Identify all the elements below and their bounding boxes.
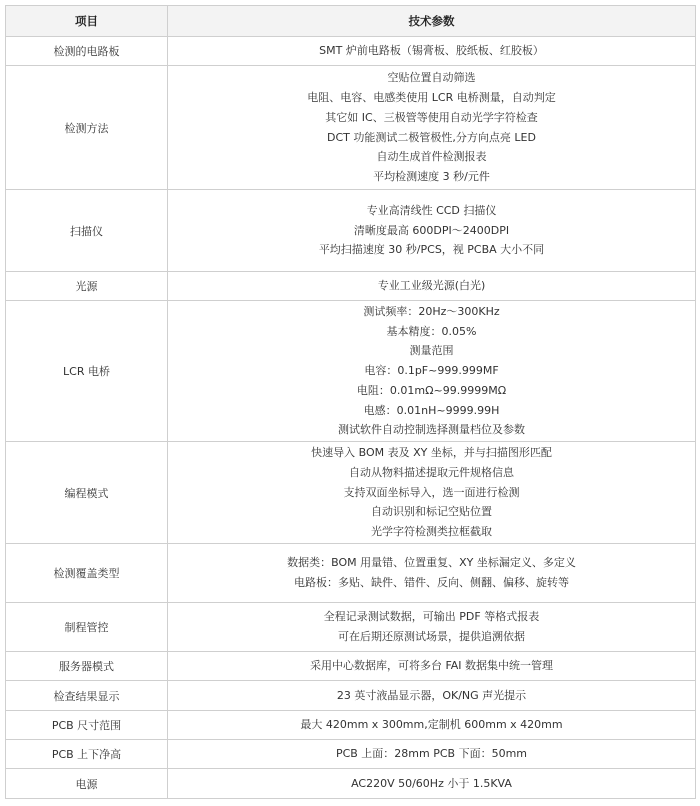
value-line: 数据类：BOM 用量错、位置重复、XY 坐标漏定义、多定义 bbox=[287, 556, 576, 570]
row-value bbox=[168, 711, 696, 740]
row-value bbox=[168, 190, 696, 272]
table-row bbox=[6, 37, 696, 66]
value-line: 电路板：多贴、缺件、错件、反向、侧翻、偏移、旋转等 bbox=[294, 576, 569, 589]
value-line: 23 英寸液晶显示器，OK/NG 声光提示 bbox=[336, 688, 527, 702]
header-row bbox=[6, 6, 696, 37]
value-line: 基本精度：0.05% bbox=[386, 324, 477, 338]
table-row bbox=[6, 740, 696, 769]
value-line: 专业工业级光源(白光) bbox=[377, 279, 486, 293]
value-line: 平均扫描速度 30 秒/PCS，视 PCBA 大小不同 bbox=[318, 243, 545, 257]
row-value bbox=[168, 66, 696, 190]
value-line: 电容：0.1pF~999.999MF bbox=[364, 364, 499, 378]
value-line: PCB 上面：28mm PCB 下面：50mm bbox=[335, 747, 528, 761]
value-line: 空贴位置自动筛选 bbox=[387, 71, 476, 85]
value-line: 自动生成首件检测报表 bbox=[376, 150, 487, 164]
row-label: 编程模式 bbox=[6, 442, 168, 544]
value-line: DCT 功能测试二极管极性,分方向点亮 LED bbox=[327, 130, 536, 144]
value-line: 自动从物料描述提取元件规格信息 bbox=[349, 465, 514, 479]
value-line: SMT 炉前电路板（锡膏板、胶纸板、红胶板） bbox=[319, 44, 544, 58]
value-line: 平均检测速度 3 秒/元件 bbox=[373, 169, 490, 183]
row-label: 电源 bbox=[6, 769, 168, 799]
table-row bbox=[6, 711, 696, 740]
value-line: 电阻：0.01mΩ~99.9999MΩ bbox=[356, 383, 507, 397]
row-value bbox=[168, 442, 696, 544]
table-row bbox=[6, 190, 696, 272]
table-row bbox=[6, 652, 696, 681]
row-label: 检测方法 bbox=[6, 66, 168, 190]
header-item: 项目 bbox=[6, 6, 168, 37]
table-row bbox=[6, 681, 696, 711]
value-line: 最大 420mm x 300mm,定制机 600mm x 420mm bbox=[300, 718, 563, 732]
table-row bbox=[6, 301, 696, 442]
row-value bbox=[168, 544, 696, 603]
row-value bbox=[168, 301, 696, 442]
row-value bbox=[168, 272, 696, 301]
table-row bbox=[6, 769, 696, 799]
value-line: 光学字符检测类拉框截取 bbox=[371, 525, 492, 539]
value-line: 支持双面坐标导入，选一面进行检测 bbox=[343, 485, 520, 499]
row-label: 检测的电路板 bbox=[6, 37, 168, 66]
row-value bbox=[168, 769, 696, 799]
table-row bbox=[6, 544, 696, 603]
header-params: 技术参数 bbox=[168, 6, 696, 37]
value-line: 采用中心数据库，可将多台 FAI 数据集中统一管理 bbox=[309, 659, 554, 673]
row-value bbox=[168, 37, 696, 66]
spec-table bbox=[5, 5, 696, 799]
value-line: 其它如 IC、三极管等使用自动光学字符检查 bbox=[325, 110, 538, 124]
row-label: 光源 bbox=[6, 272, 168, 301]
row-label: 制程管控 bbox=[6, 603, 168, 652]
value-line: 清晰度最高 600DPI～2400DPI bbox=[353, 223, 510, 237]
value-line: 可在后期还原测试场景，提供追溯依据 bbox=[338, 630, 525, 643]
value-line: 电感：0.01nH~9999.99H bbox=[363, 403, 500, 417]
spec-table-body bbox=[6, 37, 696, 799]
row-label: PCB 上下净高 bbox=[6, 740, 168, 769]
row-label: LCR 电桥 bbox=[6, 301, 168, 442]
value-line: 快速导入 BOM 表及 XY 坐标，并与扫描图形匹配 bbox=[311, 446, 552, 460]
value-line: 测试软件自动控制选择测量档位及参数 bbox=[338, 423, 525, 437]
row-value bbox=[168, 652, 696, 681]
value-line: AC220V 50/60Hz 小于 1.5KVA bbox=[351, 776, 512, 790]
row-label: 检测覆盖类型 bbox=[6, 544, 168, 603]
row-value bbox=[168, 681, 696, 711]
row-value bbox=[168, 740, 696, 769]
row-label: 扫描仪 bbox=[6, 190, 168, 272]
table-row bbox=[6, 603, 696, 652]
value-line: 测试频率：20Hz～300KHz bbox=[363, 305, 500, 319]
value-line: 全程记录测试数据，可输出 PDF 等格式报表 bbox=[323, 610, 540, 624]
value-line: 电阻、电容、电感类使用 LCR 电桥测量，自动判定 bbox=[307, 91, 556, 105]
table-row bbox=[6, 272, 696, 301]
value-line: 测量范围 bbox=[409, 344, 454, 358]
row-label: 检查结果显示 bbox=[6, 681, 168, 711]
row-label: 服务器模式 bbox=[6, 652, 168, 681]
row-value bbox=[168, 603, 696, 652]
value-line: 专业高清线性 CCD 扫描仪 bbox=[366, 203, 497, 217]
table-row bbox=[6, 66, 696, 190]
value-line: 自动识别和标记空贴位置 bbox=[371, 505, 492, 519]
row-label: PCB 尺寸范围 bbox=[6, 711, 168, 740]
table-row bbox=[6, 442, 696, 544]
